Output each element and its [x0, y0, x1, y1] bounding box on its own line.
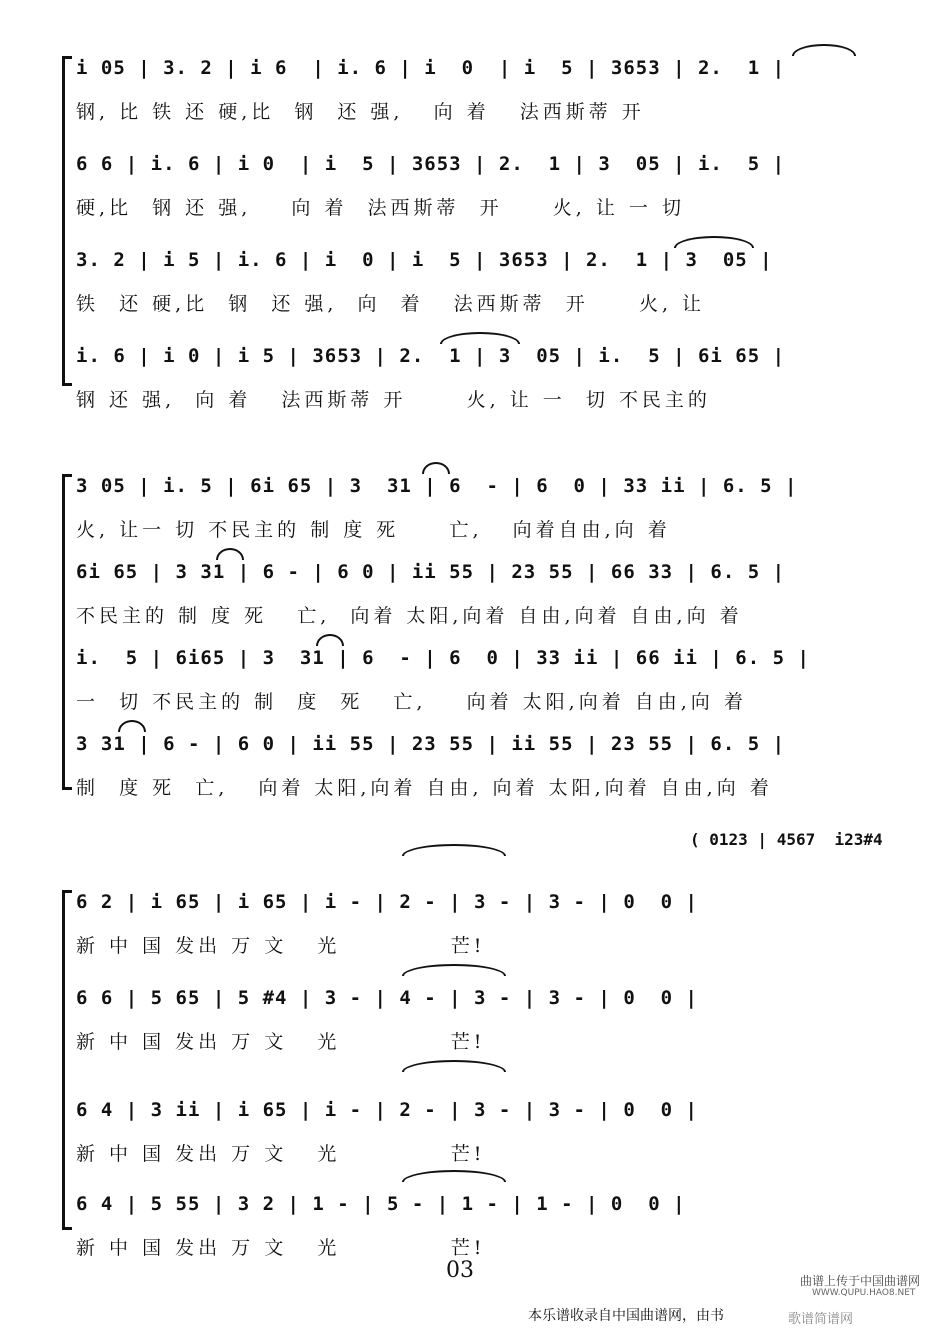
staff-bass: [76, 726, 892, 799]
staff-alto: [76, 980, 892, 1053]
staff-tenor: [76, 640, 892, 713]
lyrics-line: 铁 还 硬,比 钢 还 强, 向 着 法西斯蒂 开 火, 让: [76, 293, 706, 315]
slur-mark: [402, 1170, 506, 1182]
staff-soprano: [76, 50, 892, 123]
page-number: 03: [446, 1258, 474, 1283]
lyrics-line: 制 度 死 亡, 向着 太阳,向着 自由, 向着 太阳,向着 自由,向 着: [76, 777, 773, 799]
slur-mark: [792, 44, 856, 56]
system-bracket: [62, 474, 71, 790]
system-bracket: [62, 56, 71, 386]
source-note: 本乐谱收录自中国曲谱网，由书: [528, 1308, 724, 1324]
lyrics-line: 新 中 国 发出 万 文 光 芒!: [76, 1237, 486, 1259]
lyrics-line: 硬,比 钢 还 强, 向 着 法西斯蒂 开 火, 让 一 切: [76, 197, 685, 219]
staff-alto: [76, 146, 892, 219]
notes-line: 3 31 | 6 - | 6 0 | ii 55 | 23 55 | ii 55 | 23 55 | 6. 5 |: [76, 733, 786, 755]
slur-mark: [422, 462, 450, 474]
lyrics-line: 不民主的 制 度 死 亡, 向着 太阳,向着 自由,向着 自由,向 着: [76, 605, 743, 627]
notes-line: 3. 2 | i 5 | i. 6 | i 0 | i 5 | 3653 | 2. 1 | 3 05 |: [76, 249, 773, 271]
notes-line: 6 6 | i. 6 | i 0 | i 5 | 3653 | 2. 1 | 3 05 | i. 5 |: [76, 153, 786, 175]
watermark-text: 曲谱上传于中国曲谱网: [800, 1274, 921, 1288]
slur-mark: [402, 1060, 506, 1072]
slur-mark: [674, 236, 754, 248]
lyrics-line: 钢, 比 铁 还 硬,比 钢 还 强, 向 着 法西斯蒂 开: [76, 101, 645, 123]
slur-mark: [118, 720, 146, 732]
notes-line: 3 05 | i. 5 | 6i 65 | 3 31 | 6 - | 6 0 | 33 ii | 6. 5 |: [76, 475, 798, 497]
notes-line: 6i 65 | 3 31 | 6 - | 6 0 | ii 55 | 23 55 | 66 33 | 6. 5 |: [76, 561, 786, 583]
staff-bass: [76, 338, 892, 411]
watermark-site: 歌谱简谱网: [788, 1312, 854, 1327]
lyrics-line: 新 中 国 发出 万 文 光 芒!: [76, 935, 486, 957]
staff-soprano: [76, 468, 892, 541]
score-system-1: [62, 50, 892, 411]
score-system-2: [62, 468, 892, 798]
lyrics-line: 新 中 国 发出 万 文 光 芒!: [76, 1143, 486, 1165]
notes-line: 6 2 | i 65 | i 65 | i - | 2 - | 3 - | 3 - | 0 0 |: [76, 891, 698, 913]
lyrics-line: 新 中 国 发出 万 文 光 芒!: [76, 1031, 486, 1053]
staff-tenor: [76, 242, 892, 315]
staff-alto: [76, 554, 892, 627]
slur-mark: [316, 634, 344, 646]
staff-bass: [76, 1186, 892, 1259]
slur-mark: [216, 548, 244, 560]
notes-line: i. 6 | i 0 | i 5 | 3653 | 2. 1 | 3 05 | i. 5 | 6i 65 |: [76, 345, 786, 367]
slur-mark: [402, 844, 506, 856]
lyrics-line: 火, 让一 切 不民主的 制 度 死 亡, 向着自由,向 着: [76, 519, 671, 541]
notes-line: 6 4 | 3 ii | i 65 | i - | 2 - | 3 - | 3 - | 0 0 |: [76, 1099, 698, 1121]
staff-tenor: [76, 1092, 892, 1165]
notes-line: i. 5 | 6i65 | 3 31 | 6 - | 6 0 | 33 ii | 66 ii | 6. 5 |: [76, 647, 810, 669]
notes-line: 6 6 | 5 65 | 5 #4 | 3 - | 4 - | 3 - | 3 - | 0 0 |: [76, 987, 698, 1009]
lyrics-line: 一 切 不民主的 制 度 死 亡, 向着 太阳,向着 自由,向 着: [76, 691, 747, 713]
slur-mark: [402, 964, 506, 976]
slur-mark: [440, 332, 520, 344]
notes-line: 6 4 | 5 55 | 3 2 | 1 - | 5 - | 1 - | 1 - | 0 0 |: [76, 1193, 686, 1215]
score-system-3: [62, 884, 892, 1259]
system-bracket: [62, 890, 71, 1230]
instrumental-cue: ( 0123 | 4567 i23#4: [690, 830, 883, 849]
lyrics-line: 钢 还 强, 向 着 法西斯蒂 开 火, 让 一 切 不民主的: [76, 389, 711, 411]
watermark-url: WWW.QUPU.HAO8.NET: [812, 1288, 916, 1298]
staff-soprano: [76, 884, 892, 957]
notes-line: i 05 | 3. 2 | i 6 | i. 6 | i 0 | i 5 | 3653 | 2. 1 |: [76, 57, 786, 79]
